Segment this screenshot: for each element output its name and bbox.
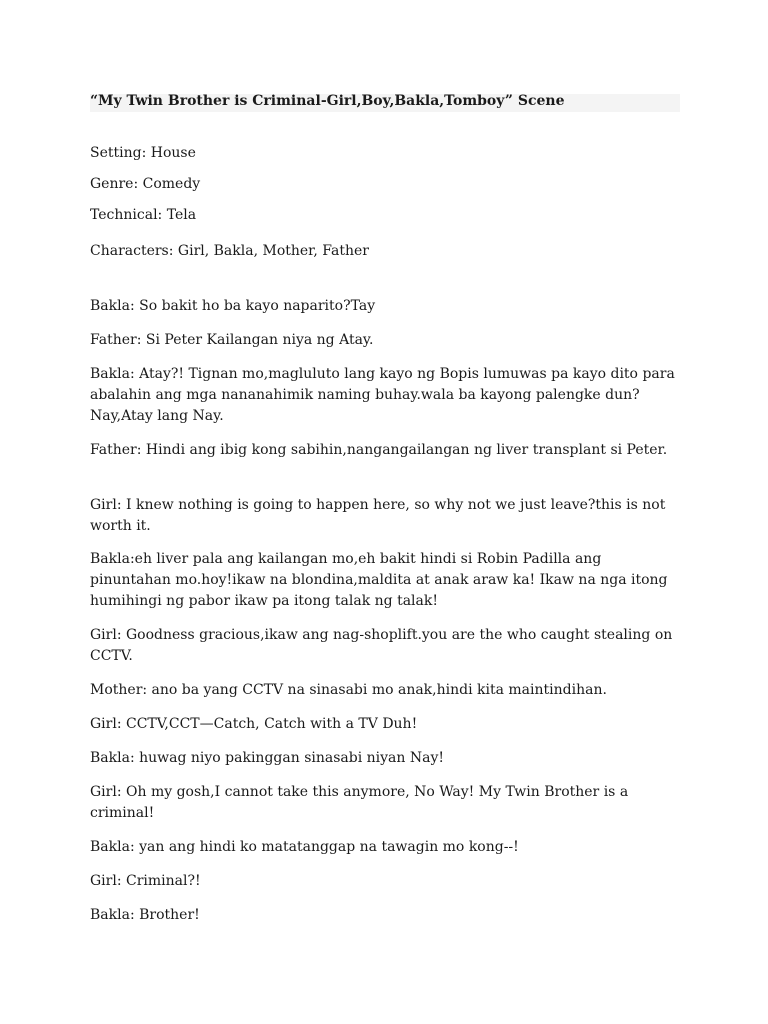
- setting-line: Setting: House: [90, 145, 196, 161]
- dialogue-line: Bakla: yan ang hindi ko matatanggap na tawagin mo kong--!: [90, 839, 519, 855]
- dialogue-line: Bakla:eh liver pala ang kailangan mo,eh bakit hindi si Robin Padilla ang pinuntahan mo.hoy!ikaw na blondina,maldita at anak araw ka! Ikaw na nga itong humihingi ng pabor ikaw pa itong talak ng talak!: [90, 551, 668, 609]
- page-title: “My Twin Brother is Criminal-Girl,Boy,Bakla,Tomboy” Scene: [90, 93, 565, 109]
- dialogue-line: Girl: CCTV,CCT—Catch, Catch with a TV Duh!: [90, 716, 418, 732]
- genre-line: Genre: Comedy: [90, 176, 201, 192]
- dialogue-line: Bakla: So bakit ho ba kayo naparito?Tay: [90, 298, 376, 314]
- dialogue-line: Bakla: Atay?! Tignan mo,magluluto lang kayo ng Bopis lumuwas pa kayo dito para abalahin ang mga nananahimik naming buhay.wala ba kayong palengke dun?Nay,Atay lang Nay.: [90, 366, 675, 424]
- technical-line: Technical: Tela: [90, 207, 197, 223]
- dialogue-line: Father: Hindi ang ibig kong sabihin,nangangailangan ng liver transplant si Peter.: [90, 442, 668, 458]
- dialogue-line: Girl: Oh my gosh,I cannot take this anymore, No Way! My Twin Brother is a criminal!: [90, 784, 629, 821]
- dialogue-line: Girl: Goodness gracious,ikaw ang nag-shoplift.you are the who caught stealing on CCTV.: [90, 627, 673, 664]
- dialogue-line: Father: Si Peter Kailangan niya ng Atay.: [90, 332, 374, 348]
- dialogue-line: Mother: ano ba yang CCTV na sinasabi mo anak,hindi kita maintindihan.: [90, 682, 607, 698]
- dialogue-line: Bakla: huwag niyo pakinggan sinasabi niyan Nay!: [90, 750, 444, 766]
- dialogue-line: Bakla: Brother!: [90, 907, 200, 923]
- dialogue-line: Girl: I knew nothing is going to happen here, so why not we just leave?this is not worth it.: [90, 497, 666, 534]
- dialogue-line: Girl: Criminal?!: [90, 873, 201, 889]
- characters-line: Characters: Girl, Bakla, Mother, Father: [90, 243, 369, 259]
